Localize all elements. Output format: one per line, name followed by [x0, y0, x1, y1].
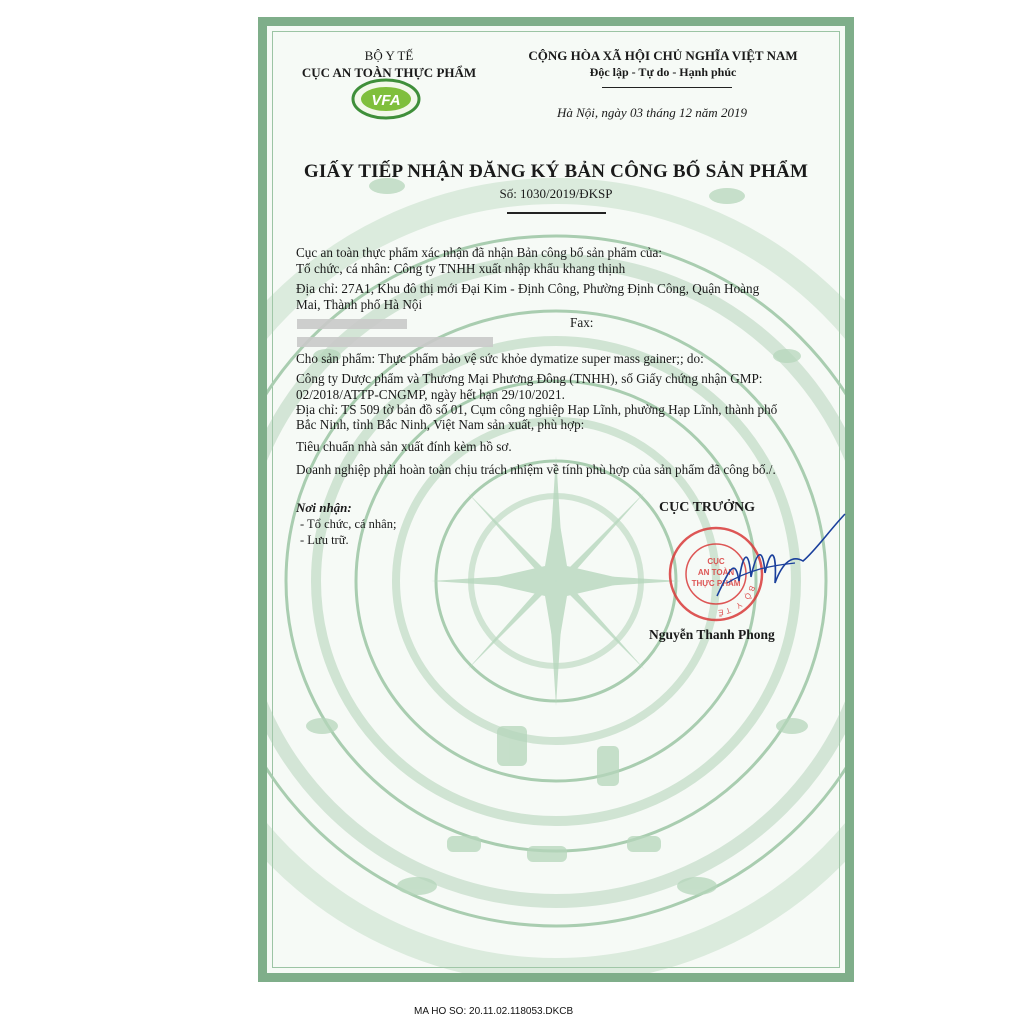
body-address-line-2: Mai, Thành phố Hà Nội — [296, 297, 423, 312]
redacted-email — [297, 337, 493, 347]
agency-name: CỤC AN TOÀN THỰC PHẨM — [301, 65, 477, 80]
issuer-header — [294, 47, 484, 81]
recipients-heading: Nơi nhận: — [296, 500, 352, 515]
country-name: CỘNG HÒA XÃ HỘI CHỦ NGHĨA VIỆT NAM — [528, 48, 798, 63]
title-underline — [507, 212, 606, 214]
redacted-phone — [297, 319, 407, 329]
body-product: Cho sản phẩm: Thực phẩm bảo vệ sức khỏe dymatize super mass gainer;; do: — [296, 351, 704, 366]
motto-underline — [602, 87, 732, 88]
issue-date: Hà Nội, ngày 03 tháng 12 năm 2019 — [557, 105, 747, 120]
vfa-logo — [351, 78, 421, 120]
certificate-frame — [258, 17, 854, 982]
signatory-title: CỤC TRƯỞNG — [659, 500, 756, 515]
body-manufacturer-line-1: Công ty Dược phẩm và Thương Mại Phương Đông (TNHH), số Giấy chứng nhận GMP: — [296, 371, 763, 386]
body-intro: Cục an toàn thực phẩm xác nhận đã nhận Bản công bố sản phẩm của: — [296, 245, 663, 260]
body-standard: Tiêu chuẩn nhà sản xuất đính kèm hồ sơ. — [296, 439, 512, 454]
body-fax: Fax: — [570, 315, 594, 330]
recipient-item: - Lưu trữ. — [300, 533, 349, 547]
stamp-ring-text: BỘ Y TẾ — [715, 584, 757, 618]
national-motto: Độc lập - Tự do - Hạnh phúc — [589, 65, 737, 79]
dossier-code: MA HO SO: 20.11.02.118053.DKCB — [414, 1006, 574, 1017]
signatory-name: Nguyễn Thanh Phong — [649, 627, 775, 642]
body-organization: Tổ chức, cá nhân: Công ty TNHH xuất nhập khẩu khang thịnh — [296, 261, 626, 276]
body-manufacturer-address-2: Bắc Ninh, tỉnh Bắc Ninh, Việt Nam sản xuất, phù hợp: — [296, 417, 585, 432]
handwritten-signature — [707, 511, 847, 611]
body-responsibility: Doanh nghiệp phải hoàn toàn chịu trách nhiệm về tính phù hợp của sản phẩm đã công bố./. — [296, 462, 776, 477]
recipient-item: - Tổ chức, cá nhân; — [300, 517, 397, 531]
logo-text: VFA — [371, 92, 401, 109]
state-header — [503, 47, 823, 81]
body-address-line-1: Địa chỉ: 27A1, Khu đô thị mới Đại Kim - Định Công, Phường Định Công, Quận Hoàng — [296, 281, 760, 296]
ministry-name: BỘ Y TẾ — [364, 48, 414, 63]
document-number: Số: 1030/2019/ĐKSP — [499, 186, 613, 201]
document-title: GIẤY TIẾP NHẬN ĐĂNG KÝ BẢN CÔNG BỐ SẢN PHẨM — [303, 161, 809, 182]
body-manufacturer-line-2: 02/2018/ATTP-CNGMP, ngày hết hạn 29/10/2021. — [296, 387, 565, 402]
stamp-line-2: AN TOÀN — [697, 568, 735, 577]
stamp-line-1: CỤC — [707, 557, 725, 566]
stamp-line-3: THỰC PHẨM — [691, 579, 741, 588]
body-manufacturer-address-1: Địa chỉ: TS 509 tờ bản đồ số 01, Cụm công nghiệp Hạp Lĩnh, phường Hạp Lĩnh, thành phố — [296, 402, 778, 417]
